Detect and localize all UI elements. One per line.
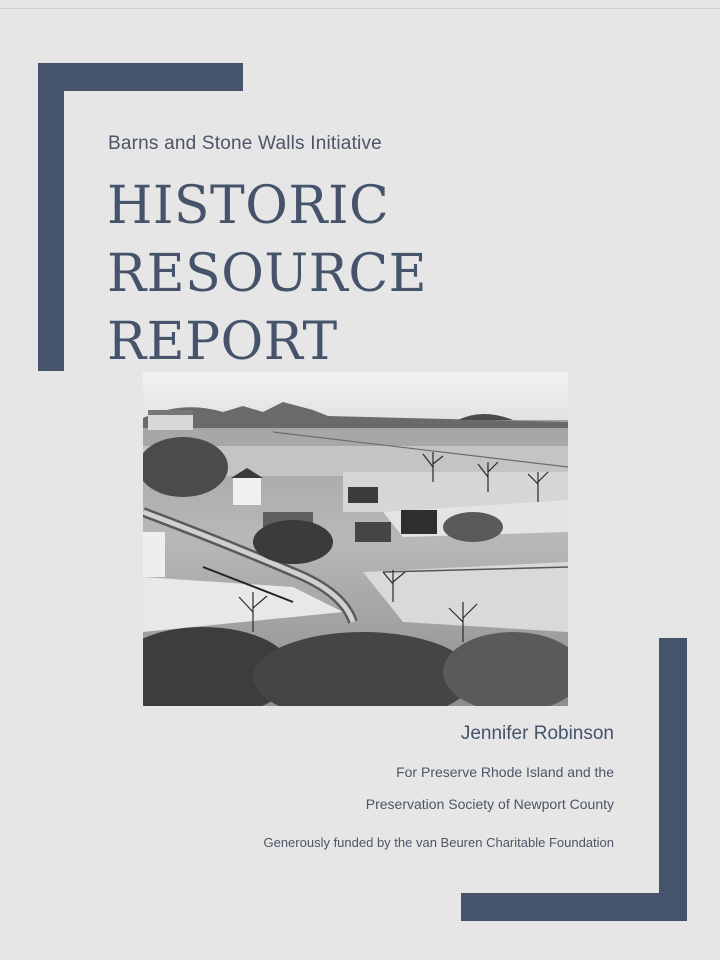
historic-photo bbox=[143, 372, 568, 706]
title-line-3: REPORT bbox=[107, 312, 338, 372]
top-left-bracket-vertical bbox=[38, 63, 64, 371]
top-left-bracket-horizontal bbox=[38, 63, 243, 91]
author-name: Jennifer Robinson bbox=[460, 723, 614, 744]
bottom-right-bracket-vertical bbox=[659, 638, 687, 921]
organization-line-2: Preservation Society of Newport County bbox=[365, 796, 614, 812]
title-line-2: RESOURCE bbox=[107, 244, 428, 304]
title-line-1: HISTORIC bbox=[107, 176, 390, 236]
bottom-right-bracket-horizontal bbox=[461, 893, 687, 921]
funding-statement: Generously funded by the van Beuren Charitable Foundation bbox=[263, 835, 614, 850]
subtitle: Barns and Stone Walls Initiative bbox=[108, 133, 382, 154]
report-title bbox=[107, 172, 427, 376]
page-top-border bbox=[0, 8, 720, 9]
organization-line-1: For Preserve Rhode Island and the bbox=[396, 764, 614, 780]
farmland-photo-illustration bbox=[143, 372, 568, 706]
